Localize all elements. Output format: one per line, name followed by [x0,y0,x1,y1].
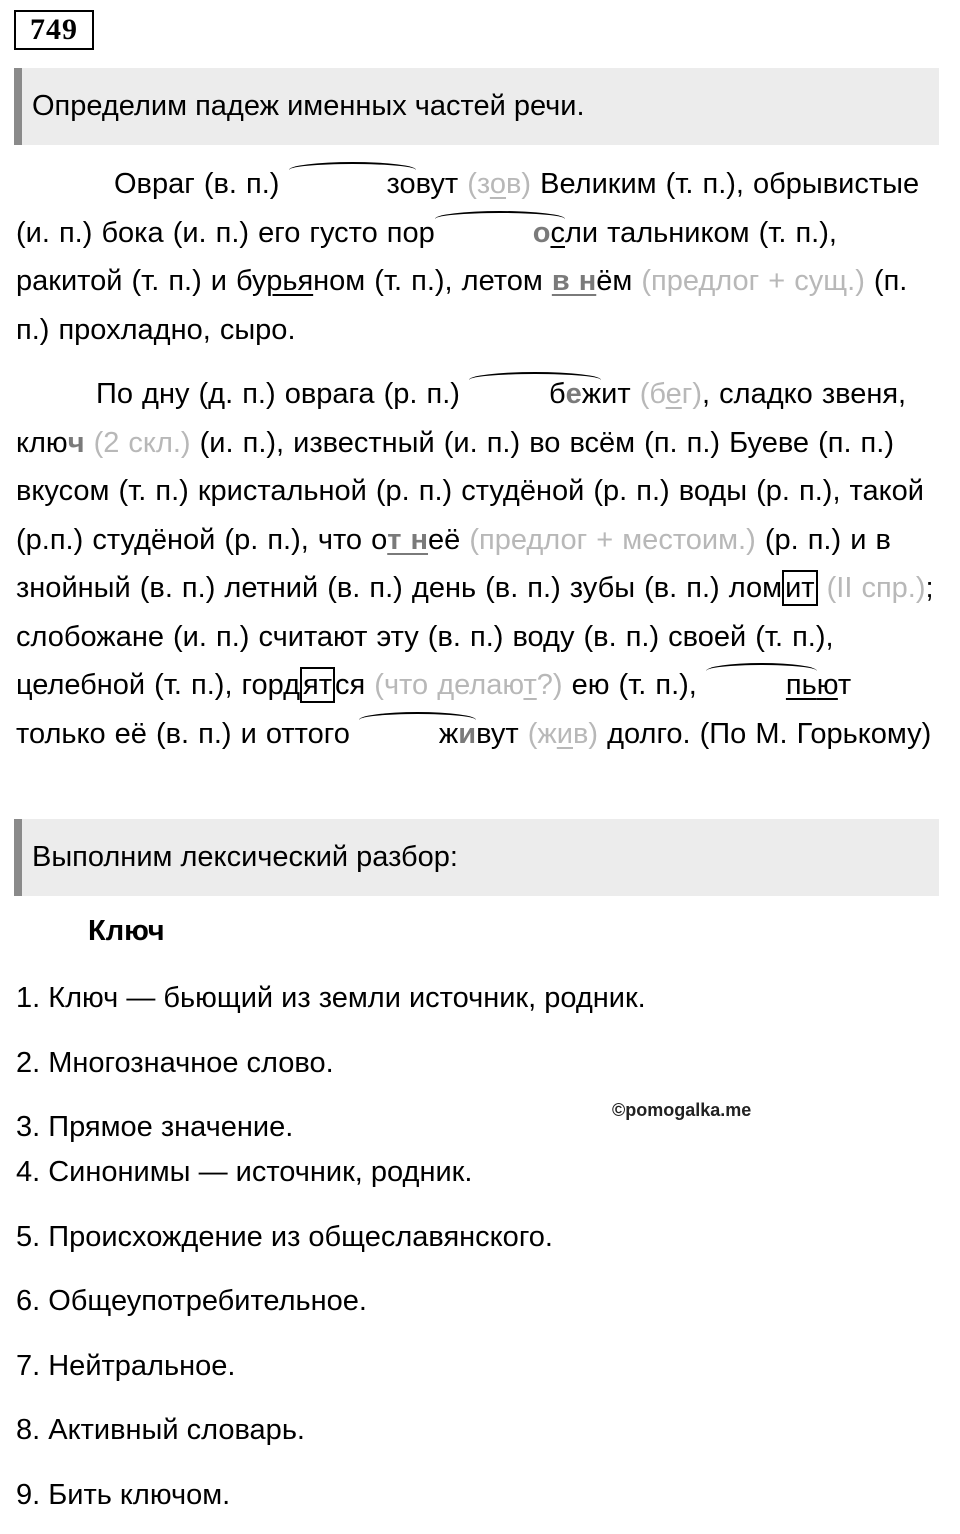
list-item: 6. Общеупотребительное. [16,1285,367,1317]
list-item: 4. Синонимы — источник, родник. [16,1156,473,1188]
list-item: 1. Ключ — бьющий из земли источник, родник. [16,982,646,1014]
lexical-word-title: Ключ [88,915,165,947]
list-item: 7. Нейтральное. [16,1350,236,1382]
watermark: ©pomogalka.me [612,1100,752,1120]
text-paragraph-2: По дну (д. п.) оврага (р. п.) бежит (бег), сладко звеня, ключ (2 скл.) (и. п.), известный (и. п.) во всём (п. п.) Буеве (п. п.) вкусом (т. п.) кристальной (р. п.) студёной (р. п.) воды (р. п.), такой (р.п.) студёной (р. п.), что от неё (предлог + местоим.) (р. п.) и в знойный (в. п.) летний (в. п.) день (в. п.) зубы (в. п.) лом ит (II спр.); слобожане (и. п.) считают эту (в. п.) воду (в. п.) своей (т. п.), целебной (т. п.), горд ят ся (что делают?) ею (т. п.), пьют только её (в. п.) и оттого живут (жив) долго. (По М. Горькому) [16,370,946,758]
section-heading-case-text: Определим падеж именных частей речи. [32,90,585,122]
section-heading-case [14,68,939,145]
task-number: 749 [14,10,94,50]
list-item: 8. Активный словарь. [16,1414,305,1446]
list-item: 3. Прямое значение. [16,1111,294,1143]
section-heading-lexical [14,819,939,896]
list-item: 5. Происхождение из общеславянского. [16,1221,553,1253]
list-item: 9. Бить ключом. [16,1479,231,1511]
list-item: 2. Многозначное слово. [16,1047,334,1079]
text-paragraph-1: Овраг (в. п.) зовут (зов) Великим (т. п.), обрывистые (и. п.) бока (и. п.) его густо пор осли тальником (т. п.), ракитой (т. п.) и бурьяном (т. п.), летом в нём (предлог + сущ.) (п. п.) прохладно, сыро. [16,160,946,354]
section-heading-lexical-text: Выполним лексический разбор: [32,841,458,873]
